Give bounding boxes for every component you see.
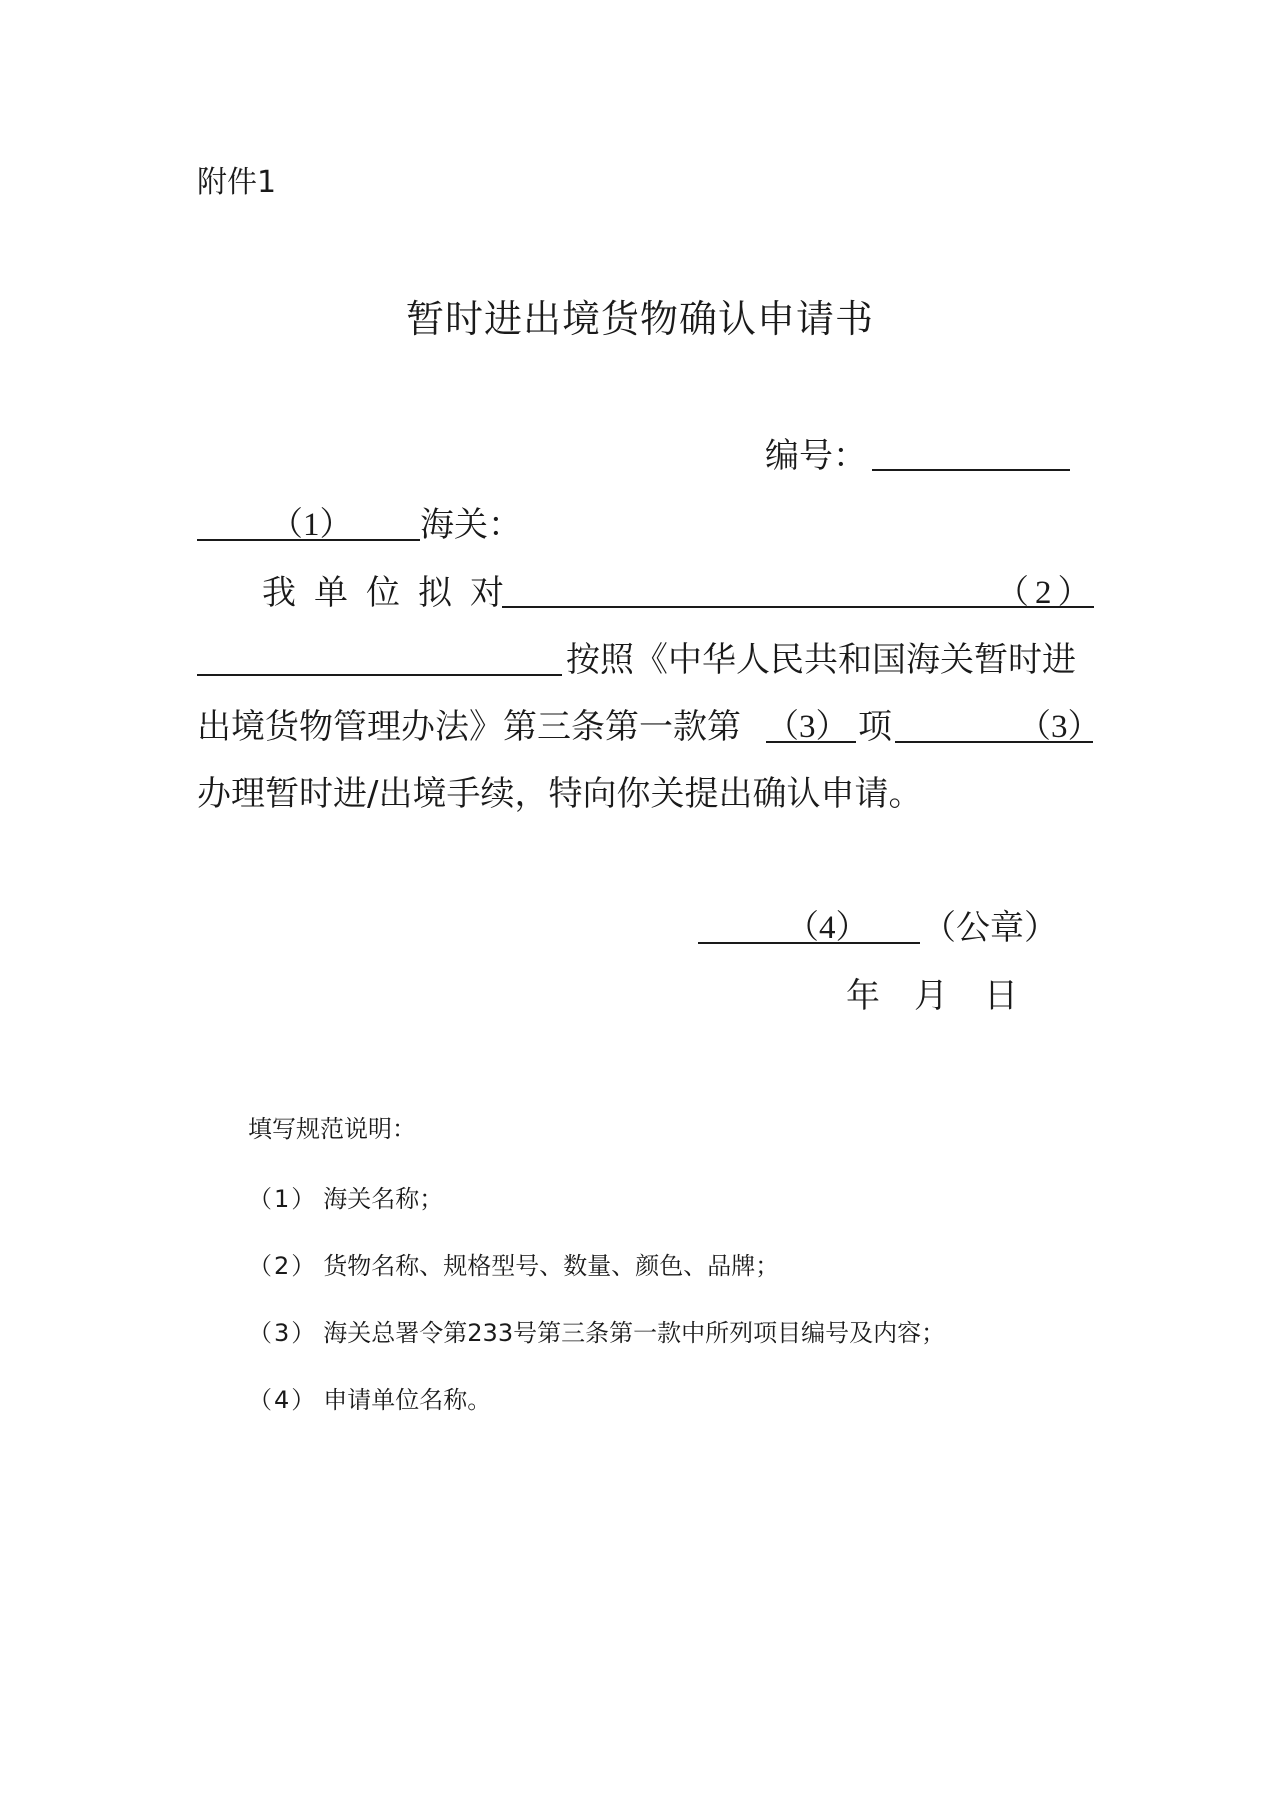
- blank-mark-2: （2）: [996, 575, 1097, 611]
- note-item-3: [248, 1316, 945, 1350]
- attachment-label: 附件1: [197, 165, 277, 200]
- note-number: （1）: [248, 1185, 318, 1213]
- note-number: （3）: [248, 1319, 318, 1347]
- customs-suffix: 海关：: [420, 505, 522, 545]
- clause-reference: 出境货物管理办法》第三条第一款第: [197, 707, 741, 747]
- date-month: 月: [914, 976, 948, 1016]
- notes-title: 填写规范说明：: [248, 1115, 416, 1143]
- note-item-4: [248, 1383, 491, 1417]
- note-text: 货物名称、规格型号、数量、颜色、品牌；: [323, 1252, 780, 1280]
- date-day: 日: [984, 976, 1018, 1016]
- goods-blank-b: [197, 674, 562, 676]
- request-statement: 办理暂时进/出境手续，特向你关提出确认申请。: [197, 774, 923, 814]
- note-item-2: [248, 1249, 779, 1283]
- serial-label: 编号：: [765, 436, 867, 476]
- note-text: 申请单位名称。: [323, 1386, 492, 1414]
- serial-blank: [872, 469, 1070, 471]
- blank-mark-3a: （3）: [766, 709, 849, 745]
- regulation-reference: 按照《中华人民共和国海关暂时进: [566, 640, 1076, 680]
- document-title: 暂时进出境货物确认申请书: [405, 297, 874, 341]
- seal-label: （公章）: [922, 908, 1058, 948]
- statement-start: 我单位拟对: [262, 573, 522, 613]
- item-label: 项: [858, 707, 892, 747]
- blank-mark-3b: （3）: [1018, 709, 1101, 745]
- blank-mark-1: （1）: [270, 507, 353, 543]
- note-number: （2）: [248, 1252, 318, 1280]
- note-text: 海关总署令第233号第三条第一款中所列项目编号及内容；: [323, 1319, 946, 1347]
- blank-mark-4: （4）: [786, 910, 869, 946]
- note-item-1: [248, 1182, 443, 1216]
- note-text: 海关名称；: [323, 1185, 444, 1213]
- note-number: （4）: [248, 1386, 318, 1414]
- date-year: 年: [846, 976, 880, 1016]
